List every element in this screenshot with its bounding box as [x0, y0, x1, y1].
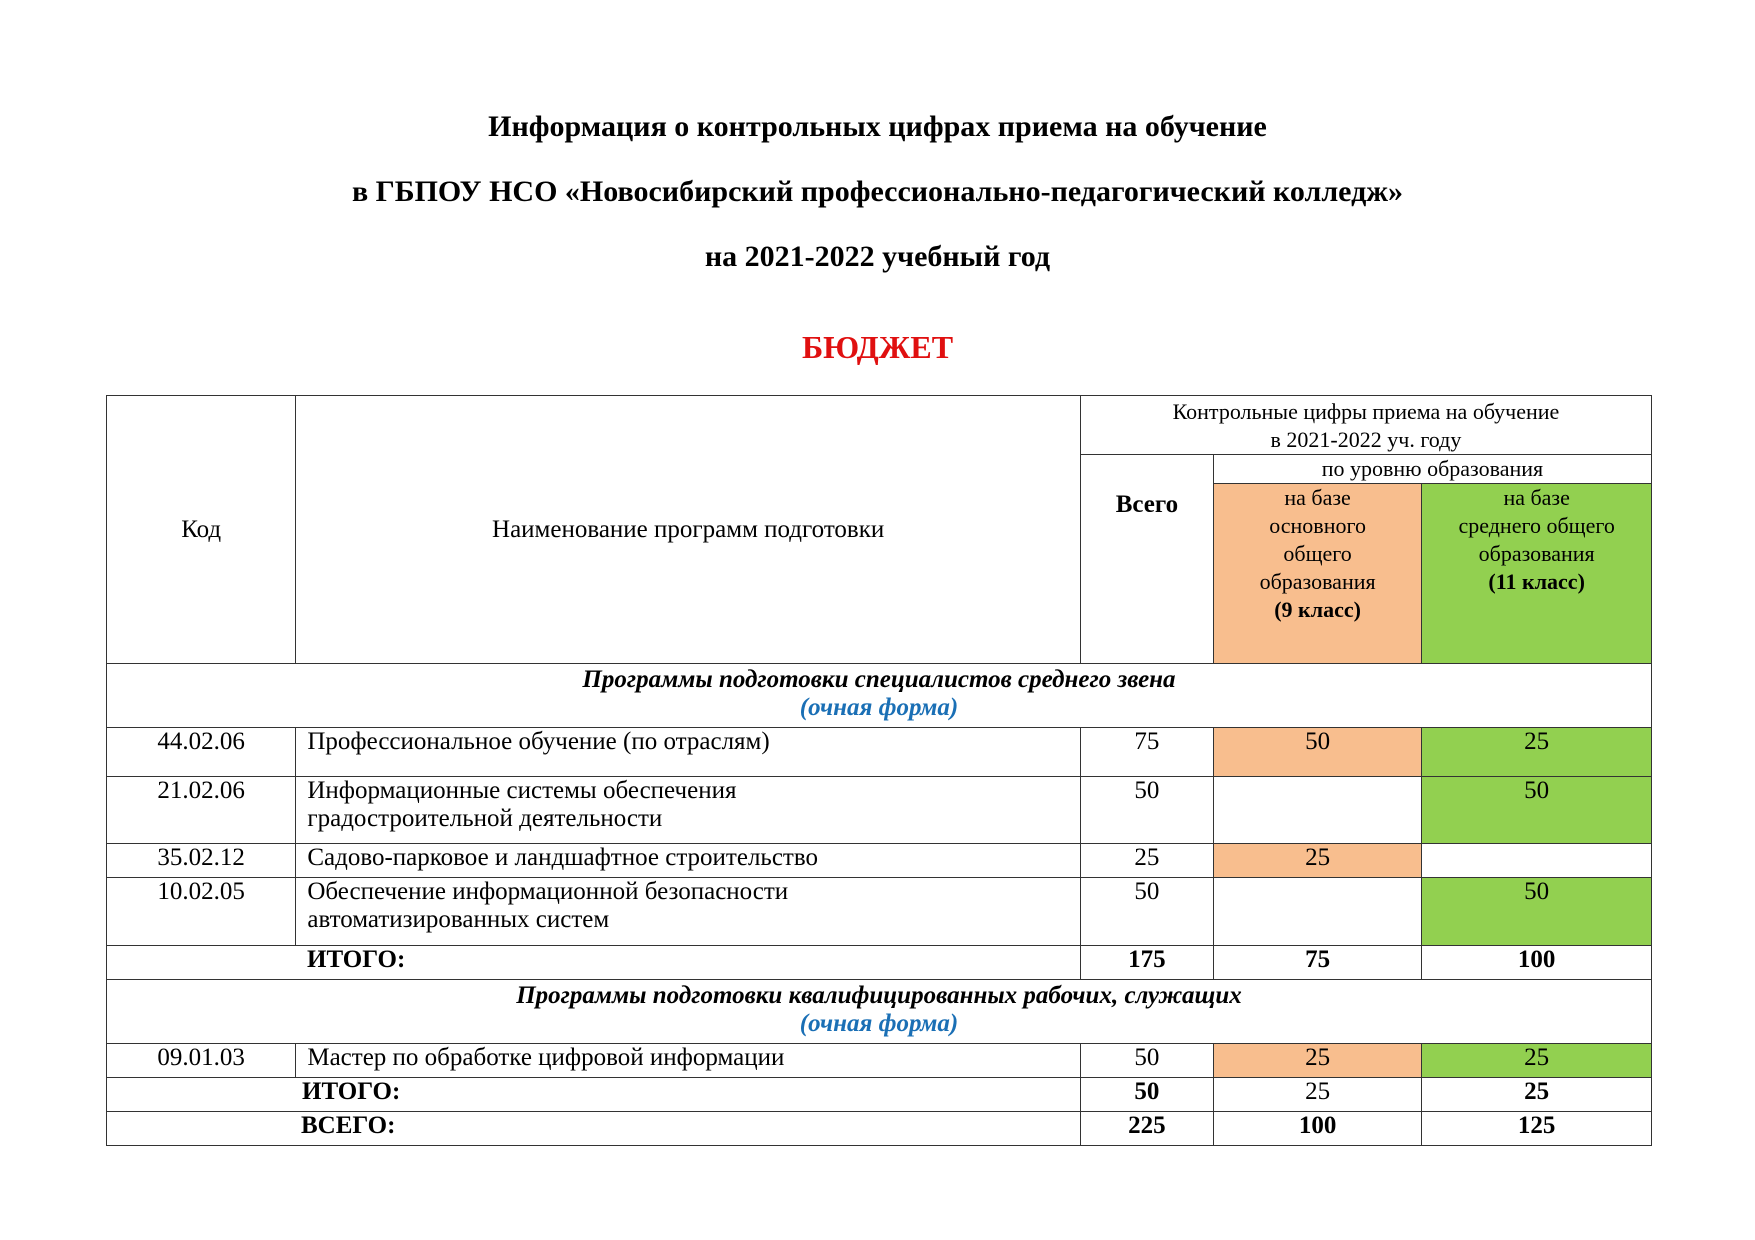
header-secondary-education [1422, 484, 1652, 664]
header-total: Всего [1080, 455, 1213, 664]
budget-heading: БЮДЖЕТ [801, 329, 954, 365]
row-name-line1: Информационные системы обеспечения [307, 777, 737, 804]
row-basic: 25 [1213, 844, 1421, 878]
row-total: 50 [1080, 1044, 1213, 1078]
section-header [107, 980, 1652, 1044]
grand-total-label: ВСЕГО: [107, 1112, 1081, 1146]
document-title-line3: на 2021-2022 учебный год [704, 240, 1051, 273]
subtotal-label: ИТОГО: [107, 1078, 1081, 1112]
row-code: 35.02.12 [107, 844, 296, 878]
subtotal-row [107, 946, 1652, 980]
grand-total-total: 225 [1080, 1112, 1213, 1146]
row-secondary [1422, 844, 1652, 878]
subtotal-secondary: 25 [1422, 1078, 1652, 1112]
section-form: (очная форма) [799, 1010, 959, 1037]
header-kcp [1080, 396, 1651, 455]
row-basic: 50 [1213, 728, 1421, 777]
row-name: Садово-парковое и ландшафтное строительство [296, 844, 1081, 878]
header-kcp-line2: в 2021-2022 уч. году [1270, 427, 1462, 452]
row-secondary: 50 [1422, 777, 1652, 844]
admission-table [106, 395, 1652, 1146]
header-basic-education [1213, 484, 1421, 664]
header-secondary-l1: на базе [1503, 485, 1570, 510]
section-form: (очная форма) [799, 694, 959, 721]
row-total: 25 [1080, 844, 1213, 878]
document-title-line2: в ГБПОУ НСО «Новосибирский профессионально-педагогический колледж» [351, 175, 1404, 208]
subtotal-label: ИТОГО: [107, 946, 1081, 980]
table-row [107, 878, 1652, 946]
header-basic-l2: основного [1269, 513, 1366, 538]
header-by-level: по уровню образования [1213, 455, 1651, 484]
header-name: Наименование программ подготовки [296, 396, 1081, 664]
subtotal-row [107, 1078, 1652, 1112]
row-basic [1213, 878, 1421, 946]
row-name [296, 777, 1081, 844]
table-row [107, 728, 1652, 777]
row-code: 21.02.06 [107, 777, 296, 844]
subtotal-total: 50 [1080, 1078, 1213, 1112]
section-title: Программы подготовки специалистов среднего звена [582, 666, 1176, 693]
subtotal-total: 175 [1080, 946, 1213, 980]
grand-total-row [107, 1112, 1652, 1146]
section-title: Программы подготовки квалифицированных рабочих, служащих [516, 982, 1242, 1009]
row-total: 50 [1080, 878, 1213, 946]
table-row [107, 844, 1652, 878]
row-code: 10.02.05 [107, 878, 296, 946]
row-secondary: 25 [1422, 1044, 1652, 1078]
row-name-line1: Обеспечение информационной безопасности [307, 878, 789, 905]
document-title-line1: Информация о контрольных цифрах приема на обучение [488, 110, 1267, 143]
header-secondary-l4: (11 класс) [1488, 569, 1585, 594]
header-code: Код [107, 396, 296, 664]
row-secondary: 25 [1422, 728, 1652, 777]
header-kcp-line1: Контрольные цифры приема на обучение [1172, 399, 1560, 424]
row-basic [1213, 777, 1421, 844]
table-row [107, 1044, 1652, 1078]
subtotal-basic: 25 [1213, 1078, 1421, 1112]
table-row [107, 777, 1652, 844]
row-total: 50 [1080, 777, 1213, 844]
header-basic-l3: общего [1283, 541, 1352, 566]
header-secondary-l3: образования [1478, 541, 1595, 566]
subtotal-basic: 75 [1213, 946, 1421, 980]
header-basic-l5: (9 класс) [1274, 597, 1361, 622]
row-name [296, 878, 1081, 946]
row-code: 09.01.03 [107, 1044, 296, 1078]
header-basic-l4: образования [1259, 569, 1376, 594]
grand-total-secondary: 125 [1422, 1112, 1652, 1146]
row-name: Мастер по обработке цифровой информации [296, 1044, 1081, 1078]
grand-total-basic: 100 [1213, 1112, 1421, 1146]
header-basic-l1: на базе [1284, 485, 1351, 510]
row-code: 44.02.06 [107, 728, 296, 777]
section-header [107, 664, 1652, 728]
row-name-line2: градостроительной деятельности [307, 805, 663, 832]
row-total: 75 [1080, 728, 1213, 777]
row-basic: 25 [1213, 1044, 1421, 1078]
header-secondary-l2: среднего общего [1458, 513, 1615, 538]
row-secondary: 50 [1422, 878, 1652, 946]
subtotal-secondary: 100 [1422, 946, 1652, 980]
row-name-line2: автоматизированных систем [307, 906, 610, 933]
row-name: Профессиональное обучение (по отраслям) [296, 728, 1081, 777]
